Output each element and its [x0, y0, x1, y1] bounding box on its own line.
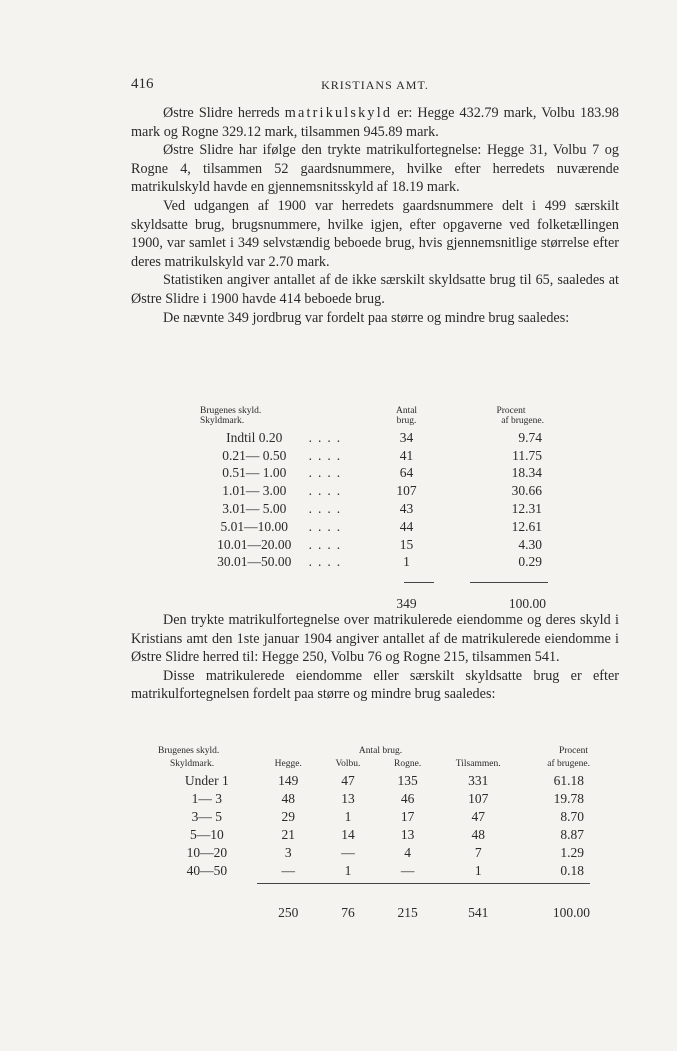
table-row [158, 826, 590, 844]
table-row [200, 500, 550, 518]
t2-total-tils: 541 [468, 905, 489, 920]
table1-sum-rule-count [404, 582, 434, 583]
t1h1a: Brugenes skyld. [200, 406, 262, 416]
t1-pct: 12.61 [511, 518, 542, 534]
t1-dots: .... [308, 465, 347, 481]
t2-pct: 8.87 [560, 827, 584, 842]
t2-range: Under 1 [184, 773, 229, 788]
table1-sum-rule-pct [470, 582, 548, 583]
t2-range: 5—10 [189, 827, 224, 842]
t2-hegge: — [281, 863, 295, 878]
table-row [200, 482, 550, 500]
t1h1b: Skyldmark. [200, 416, 245, 426]
table1-total-row [200, 585, 550, 613]
table2-header-top [158, 746, 590, 759]
t2-tils: 1 [474, 863, 482, 878]
t1-dots: .... [308, 536, 347, 552]
t1-count: 44 [399, 518, 414, 534]
t1-count: 34 [399, 429, 414, 445]
t2-hegge: 48 [281, 791, 295, 806]
t1-range: 0.51— 1.00 [222, 465, 287, 481]
t1-dots: .... [308, 554, 347, 570]
t1-pct: 18.34 [511, 465, 542, 481]
table-row [200, 429, 550, 447]
table1-body [200, 429, 550, 613]
t1-count: 15 [399, 536, 414, 552]
t2-tils: 47 [471, 809, 485, 824]
body-text-1 [131, 104, 619, 327]
t2-rogne: 17 [400, 809, 415, 824]
table1-head-procent [436, 406, 550, 429]
t1-total-count: 349 [396, 596, 417, 612]
t2-range: 40—50 [186, 863, 228, 878]
t2-tils: 331 [468, 773, 489, 788]
t2-total-rogne: 215 [397, 905, 418, 920]
t2-volbu: 13 [341, 791, 355, 806]
t2-pct: 19.78 [553, 791, 584, 806]
para1-lead: Østre Slidre herreds [163, 105, 280, 121]
paragraph-fordelt: Disse matrikulerede eiendomme eller særskilt skyldsatte brug er efter matrikulfortegnelsen fordelt paa større og mindre brug saaledes: [131, 667, 619, 703]
t2-pct: 61.18 [553, 773, 584, 788]
paragraph-brug: Ved udgangen af 1900 var herredets gaardsnummere delt i 499 særskilt skyldsatte brug, brugsnummere, hvilke igjen, efter opgaverne ved folketællingen 1900, var samlet i 349 selvstændig beboede brug, hvis gjennemsnitlige størrelse efter deres matrikulskyld var 2.70 mark. [131, 197, 619, 270]
t2-head-rogne: Rogne. [394, 759, 422, 769]
t2-tils: 7 [474, 845, 482, 860]
t1-dots: .... [308, 429, 347, 445]
t1h2b: brug. [396, 416, 417, 426]
t1-pct: 9.74 [518, 429, 542, 445]
table2-header-bottom [158, 759, 590, 772]
t1h2a: Antal [395, 406, 418, 416]
running-title: KRISTIANS AMT. [321, 78, 429, 92]
table-row [158, 862, 590, 880]
t1-range: 1.01— 3.00 [222, 483, 287, 499]
table2-total-row [158, 894, 590, 922]
t2-volbu: 14 [341, 827, 355, 842]
t1-dots: .... [308, 518, 347, 534]
t2-total-pct: 100.00 [552, 905, 590, 920]
table-row [200, 518, 550, 536]
t2-pct: 1.29 [560, 845, 584, 860]
t2-hegge: 3 [284, 845, 292, 860]
table1-head-skyld [200, 406, 309, 429]
table-row [158, 844, 590, 862]
paragraph-gaardsnummere: Østre Slidre har ifølge den trykte matrikulfortegnelse: Hegge 31, Volbu 7 og Rogne 4, tilsammen 52 gaardsnummere, hvilke efter herredets nuværende matrikulskyld havde en gjennemsnitsskyld af 18.19 mark. [131, 142, 619, 196]
t2-hegge: 21 [281, 827, 295, 842]
t2-rogne: 135 [397, 773, 418, 788]
t2-hegge: 149 [278, 773, 299, 788]
t1-count: 41 [399, 447, 414, 463]
table1-head-spacer [309, 406, 378, 429]
t2-pct: 0.18 [560, 863, 584, 878]
table-row [158, 790, 590, 808]
t2-head-antal: Antal brug. [358, 746, 403, 756]
table1-gap [200, 571, 550, 585]
para1-rest: er: Hegge 432.79 mark, Volbu 183.98 mark og Rogne 329.12 mark, tilsammen 945.89 mark. [131, 105, 620, 140]
t1h3a: Procent [496, 406, 526, 416]
t2-head-volbu: Volbu. [335, 759, 361, 769]
t2-tils: 107 [468, 791, 489, 806]
t1-total-pct: 100.00 [508, 596, 546, 612]
table1-header [200, 406, 550, 429]
table-row [200, 536, 550, 554]
t2-pct: 8.70 [560, 809, 584, 824]
t2-range: 10—20 [186, 845, 228, 860]
table1-head-antal [377, 406, 435, 429]
paragraph-jordbrug: De nævnte 349 jordbrug var fordelt paa større og mindre brug saaledes: [163, 309, 570, 326]
t1-pct: 0.29 [518, 554, 542, 570]
t2-head-blank-2 [440, 746, 516, 759]
t1-count: 64 [399, 465, 414, 481]
t1-range: 0.21— 0.50 [222, 447, 287, 463]
t1-dots: .... [308, 483, 347, 499]
t1-count: 1 [403, 554, 410, 570]
t2-total-volbu: 76 [341, 905, 355, 920]
t2-volbu: 1 [344, 863, 352, 878]
t2-rogne: — [400, 863, 415, 878]
t2-head-procent-1: Procent [558, 746, 588, 756]
t2-volbu: — [341, 845, 355, 860]
t1-dots: .... [308, 501, 347, 517]
table2-sum-rule [257, 883, 590, 884]
paragraph-matrikulskyld [131, 104, 619, 141]
t2-tils: 48 [471, 827, 485, 842]
t1-range: 3.01— 5.00 [222, 501, 287, 517]
running-header [131, 76, 619, 96]
t1-pct: 30.66 [511, 483, 542, 499]
table-row [200, 447, 550, 465]
t2-head-procent-2: af brugene. [547, 759, 590, 769]
table-eiendomme [158, 746, 590, 922]
paragraph-statistiken: Statistiken angiver antallet af de ikke særskilt skyldsatte brug til 65, saaledes at Østre Slidre i 1900 havde 414 beboede brug. [131, 272, 619, 307]
body-text-2 [131, 611, 619, 704]
para1-spaced: matrikulskyld [284, 105, 393, 121]
t2-head-hegge: Hegge. [274, 759, 302, 769]
t1-range: 10.01—20.00 [217, 536, 292, 552]
paragraph-matrikulfortegnelse: Den trykte matrikulfortegnelse over matrikulerede eiendomme og deres skyld i Kristians amt den 1ste januar 1904 angiver antallet af de matrikulerede eiendomme i Østre Slidre herred til: Hegge 250, Volbu 76 og Rogne 215, tilsammen 541. [131, 612, 619, 666]
t2-total-hegge: 250 [278, 905, 299, 920]
t2-volbu: 47 [341, 773, 355, 788]
t1h3b: af brugene. [501, 416, 544, 426]
t1-dots: .... [308, 447, 347, 463]
t2-hegge: 29 [281, 809, 295, 824]
t2-rogne: 46 [400, 791, 415, 806]
t1-range: 30.01—50.00 [217, 554, 292, 570]
t2-range: 3— 5 [191, 809, 223, 824]
t2-range: 1— 3 [191, 791, 223, 806]
t1-range: Indtil 0.20 [226, 429, 283, 445]
t1-pct: 11.75 [512, 447, 542, 463]
t1-range: 5.01—10.00 [220, 518, 289, 534]
table-row [200, 554, 550, 572]
t1-pct: 4.30 [518, 536, 542, 552]
t2-head-skyld-1: Brugenes skyld. [158, 746, 220, 756]
t2-head-tilsammen: Tilsammen. [455, 759, 501, 769]
table2-body [158, 772, 590, 922]
t2-head-skyld-2: Skyldmark. [170, 759, 215, 769]
t2-volbu: 1 [344, 809, 352, 824]
table-row [158, 772, 590, 790]
t1-count: 107 [396, 483, 417, 499]
table-row [200, 465, 550, 483]
t1-count: 43 [399, 501, 414, 517]
t1-pct: 12.31 [511, 501, 542, 517]
table-row [158, 808, 590, 826]
t2-rogne: 4 [404, 845, 412, 860]
page-number: 416 [131, 76, 154, 92]
t2-head-blank-1 [256, 746, 321, 759]
t2-rogne: 13 [400, 827, 415, 842]
